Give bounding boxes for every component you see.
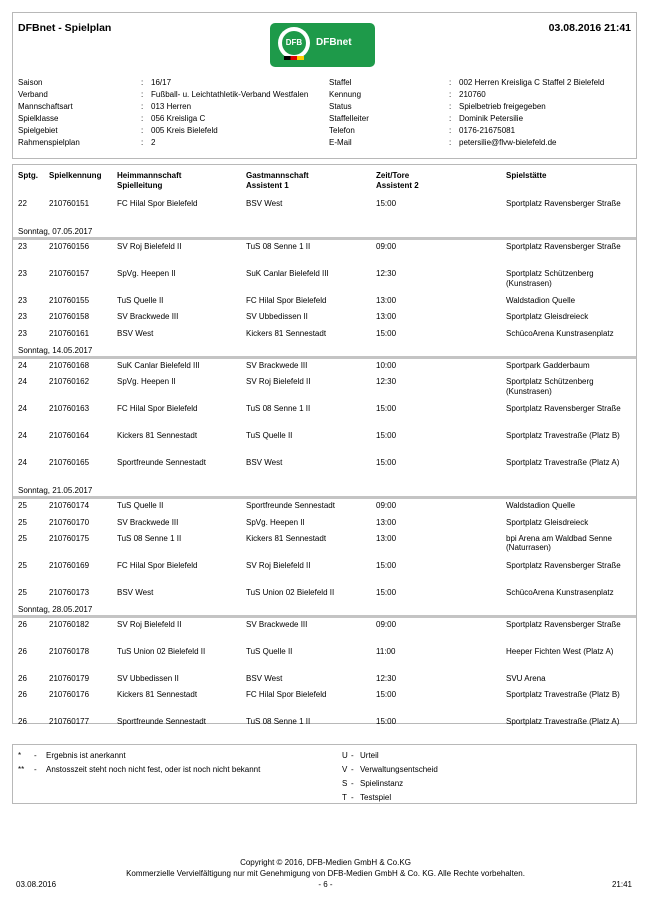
- cell-time: 15:00: [376, 690, 397, 700]
- cell-away: Kickers 81 Sennestadt: [246, 533, 327, 543]
- info-value: 0176-21675081: [459, 125, 516, 135]
- info-colon: :: [141, 125, 144, 135]
- cell-venue: SchücoArena Kunstrasenplatz: [506, 328, 614, 338]
- info-label: Verband: [18, 89, 48, 99]
- cell-sptg: 25: [18, 517, 27, 527]
- cell-kennung: 210760176: [49, 690, 90, 700]
- cell-home: TuS Quelle II: [117, 501, 164, 511]
- col-header-gast: [246, 171, 309, 191]
- cell-time: 13:00: [376, 312, 397, 322]
- cell-away: SV Ubbedissen II: [246, 312, 308, 322]
- legend-dash: -: [351, 793, 354, 802]
- legend-dash: -: [351, 779, 354, 788]
- legend-text: Anstosszeit steht noch nicht fest, oder ist noch nicht bekannt: [46, 765, 261, 774]
- info-colon: :: [449, 101, 452, 111]
- table-row: [13, 501, 636, 517]
- col-header-heim-line2: Spielleitung: [117, 181, 163, 190]
- table-row: [13, 269, 636, 295]
- cell-venue: Sportplatz Ravensberger Straße: [506, 620, 621, 630]
- group-separator: [13, 356, 636, 359]
- cell-kennung: 210760170: [49, 517, 90, 527]
- col-header-sptg: Sptg.: [18, 171, 38, 180]
- footer-notice: Kommerzielle Vervielfältigung nur mit Genehmigung von DFB-Medien GmbH & Co. KG. Alle Rechte vorbehalten.: [126, 869, 525, 878]
- cell-away: SV Roj Bielefeld II: [246, 560, 311, 570]
- cell-home: TuS 08 Senne 1 II: [117, 533, 182, 543]
- cell-time: 15:00: [376, 404, 397, 414]
- cell-venue: SchücoArena Kunstrasenplatz: [506, 587, 614, 597]
- cell-kennung: 210760179: [49, 674, 90, 684]
- legend-symbol: T: [342, 793, 347, 802]
- cell-home: FC Hilal Spor Bielefeld: [117, 199, 198, 208]
- cell-sptg: 26: [18, 647, 27, 657]
- info-value: 013 Herren: [151, 101, 192, 111]
- legend-symbol: V: [342, 765, 348, 774]
- cell-time: 09:00: [376, 501, 397, 511]
- table-row: [13, 561, 636, 587]
- cell-time: 13:00: [376, 517, 397, 527]
- cell-kennung: 210760157: [49, 269, 90, 278]
- cell-time: 12:30: [376, 674, 397, 684]
- cell-venue: bpi Arena am Waldbad Senne (Naturrasen): [506, 533, 612, 553]
- cell-home: FC Hilal Spor Bielefeld: [117, 560, 198, 570]
- cell-away: SuK Canlar Bielefeld III: [246, 269, 329, 278]
- cell-away: BSV West: [246, 674, 283, 684]
- cell-away: Sportfreunde Sennestadt: [246, 501, 335, 511]
- cell-sptg: 25: [18, 501, 27, 511]
- legend-text: Ergebnis ist anerkannt: [46, 751, 126, 760]
- flag-stripe: [284, 56, 304, 60]
- date-group-heading: Sonntag, 14.05.2017: [18, 345, 93, 355]
- cell-sptg: 24: [18, 360, 27, 370]
- legend-symbol: S: [342, 779, 348, 788]
- legend-dash: -: [34, 751, 37, 760]
- cell-sptg: 23: [18, 296, 27, 305]
- table-row: [13, 296, 636, 312]
- info-colon: :: [141, 137, 144, 147]
- group-separator: [13, 237, 636, 240]
- cell-time: 15:00: [376, 458, 397, 468]
- col-header-zeit-line1: Zeit/Tore: [376, 171, 410, 180]
- cell-sptg: 25: [18, 587, 27, 597]
- cell-away: BSV West: [246, 458, 283, 468]
- info-left-values: [151, 77, 308, 148]
- cell-home: Kickers 81 Sennestadt: [117, 690, 198, 700]
- footer-time: 21:41: [611, 880, 632, 889]
- col-header-zeit-line2: Assistent 2: [376, 181, 419, 190]
- cell-kennung: 210760174: [49, 501, 90, 511]
- cell-away: SpVg. Heepen II: [246, 517, 305, 527]
- cell-kennung: 210760151: [49, 199, 90, 208]
- cell-kennung: 210760158: [49, 312, 90, 322]
- legend-text: Spielinstanz: [360, 779, 404, 788]
- dfb-emblem-icon: DFB: [278, 27, 310, 59]
- legend-text: Urteil: [360, 751, 379, 760]
- cell-venue: Sportplatz Ravensberger Straße: [506, 199, 621, 208]
- cell-kennung: 210760177: [49, 717, 90, 727]
- cell-time: 10:00: [376, 360, 397, 370]
- cell-sptg: 24: [18, 377, 27, 387]
- info-value: 2: [151, 137, 156, 147]
- print-datetime: 03.08.2016 21:41: [548, 22, 631, 34]
- cell-away: Kickers 81 Sennestadt: [246, 328, 327, 338]
- cell-sptg: 24: [18, 458, 27, 468]
- cell-time: 13:00: [376, 533, 397, 543]
- group-separator: [13, 615, 636, 618]
- cell-home: Sportfreunde Sennestadt: [117, 458, 206, 468]
- cell-time: 15:00: [376, 717, 397, 727]
- logo-text: DFBnet: [316, 37, 352, 48]
- cell-time: 15:00: [376, 587, 397, 597]
- cell-time: 12:30: [376, 377, 397, 387]
- cell-time: 09:00: [376, 242, 397, 251]
- info-label: Spielklasse: [18, 113, 59, 123]
- cell-sptg: 22: [18, 199, 27, 208]
- cell-kennung: 210760161: [49, 328, 90, 338]
- table-row: [13, 312, 636, 328]
- cell-time: 15:00: [376, 431, 397, 441]
- table-row: [13, 404, 636, 430]
- table-row: [13, 199, 636, 225]
- cell-kennung: 210760182: [49, 620, 90, 630]
- table-row: [13, 377, 636, 403]
- date-group-heading: Sonntag, 07.05.2017: [18, 227, 93, 236]
- legend-symbol: U: [342, 751, 348, 760]
- cell-away: BSV West: [246, 199, 283, 208]
- cell-home: TuS Union 02 Bielefeld II: [117, 647, 206, 657]
- info-label: E-Mail: [329, 137, 352, 147]
- cell-sptg: 24: [18, 404, 27, 414]
- cell-home: FC Hilal Spor Bielefeld: [117, 404, 198, 414]
- col-header-staette: Spielstätte: [506, 171, 547, 180]
- table-row: [13, 647, 636, 673]
- cell-venue: Sportplatz Ravensberger Straße: [506, 560, 621, 570]
- cell-sptg: 26: [18, 690, 27, 700]
- cell-home: Sportfreunde Sennestadt: [117, 717, 206, 727]
- cell-sptg: 23: [18, 242, 27, 251]
- cell-home: SV Brackwede III: [117, 517, 179, 527]
- cell-home: SpVg. Heepen II: [117, 269, 176, 278]
- cell-venue: Waldstadion Quelle: [506, 296, 576, 305]
- info-colon: :: [141, 113, 144, 123]
- cell-kennung: 210760164: [49, 431, 90, 441]
- info-right-labels: [329, 77, 369, 148]
- cell-away: TuS Union 02 Bielefeld II: [246, 587, 335, 597]
- info-colon: :: [449, 113, 452, 123]
- cell-venue: Sportplatz Schützenberg (Kunstrasen): [506, 377, 594, 396]
- cell-venue: Heeper Fichten West (Platz A): [506, 647, 614, 657]
- table-row: [13, 690, 636, 716]
- table-row: [13, 674, 636, 690]
- cell-kennung: 210760155: [49, 296, 90, 305]
- info-colon: :: [449, 78, 452, 87]
- schedule-table: [12, 164, 637, 727]
- col-header-gast-line2: Assistent 1: [246, 181, 289, 190]
- info-left-labels: [18, 77, 80, 148]
- info-colon: :: [449, 137, 452, 147]
- info-value: Fußball- u. Leichtathletik-Verband Westfalen: [151, 89, 309, 99]
- info-colon: :: [141, 78, 144, 87]
- info-value: Spielbetrieb freigegeben: [459, 101, 546, 111]
- cell-kennung: 210760169: [49, 560, 90, 570]
- cell-time: 09:00: [376, 620, 397, 630]
- table-row: [13, 620, 636, 646]
- cell-sptg: 26: [18, 674, 27, 684]
- page-title: DFBnet - Spielplan: [18, 22, 112, 34]
- legend-symbol: **: [18, 765, 25, 774]
- date-group-heading: Sonntag, 28.05.2017: [18, 605, 93, 615]
- cell-kennung: 210760168: [49, 360, 90, 370]
- group-separator: [13, 496, 636, 499]
- cell-home: SV Brackwede III: [117, 312, 179, 322]
- cell-kennung: 210760173: [49, 587, 90, 597]
- legend-dash: -: [351, 765, 354, 774]
- cell-away: TuS 08 Senne 1 II: [246, 242, 311, 251]
- info-label: Spielgebiet: [18, 125, 58, 135]
- cell-sptg: 23: [18, 269, 27, 278]
- col-header-gast-line1: Gastmannschaft: [246, 171, 309, 180]
- cell-away: TuS Quelle II: [246, 647, 293, 657]
- legend-dash: -: [34, 765, 37, 774]
- info-value: 002 Herren Kreisliga C Staffel 2 Bielefeld: [459, 78, 605, 87]
- table-row: [13, 329, 636, 345]
- cell-sptg: 25: [18, 533, 27, 543]
- cell-home: BSV West: [117, 328, 154, 338]
- cell-away: TuS Quelle II: [246, 431, 293, 441]
- footer-copyright: Copyright © 2016, DFB-Medien GmbH & Co.KG: [240, 858, 411, 867]
- cell-venue: Sportplatz Ravensberger Straße: [506, 242, 621, 251]
- cell-away: TuS 08 Senne 1 II: [246, 717, 311, 727]
- cell-sptg: 23: [18, 312, 27, 322]
- info-label: Rahmenspielplan: [18, 137, 80, 147]
- cell-venue: Sportplatz Travestraße (Platz B): [506, 690, 620, 700]
- cell-time: 15:00: [376, 328, 397, 338]
- cell-home: SuK Canlar Bielefeld III: [117, 360, 200, 370]
- cell-home: SV Roj Bielefeld II: [117, 242, 182, 251]
- cell-kennung: 210760163: [49, 404, 90, 414]
- cell-away: TuS 08 Senne 1 II: [246, 404, 311, 414]
- date-group-heading: Sonntag, 21.05.2017: [18, 486, 93, 496]
- info-label: Staffel: [329, 78, 352, 87]
- legend-text: Testspiel: [360, 793, 392, 802]
- cell-home: Kickers 81 Sennestadt: [117, 431, 198, 441]
- info-label: Staffelleiter: [329, 113, 369, 123]
- cell-venue: SVU Arena: [506, 674, 546, 684]
- cell-venue: Sportplatz Travestraße (Platz B): [506, 431, 620, 441]
- cell-venue: Sportplatz Gleisdreieck: [506, 517, 589, 527]
- legend-symbol: *: [18, 751, 22, 760]
- cell-time: 15:00: [376, 199, 397, 208]
- legend-panel: [12, 744, 637, 804]
- cell-venue: Waldstadion Quelle: [506, 501, 576, 511]
- cell-away: SV Brackwede III: [246, 360, 308, 370]
- table-row: [13, 458, 636, 484]
- cell-time: 13:00: [376, 296, 397, 305]
- info-label: Saison: [18, 78, 43, 87]
- info-left-colons: [141, 77, 143, 148]
- table-row: [13, 518, 636, 534]
- cell-away: SV Brackwede III: [246, 620, 308, 630]
- cell-sptg: 26: [18, 717, 27, 727]
- cell-home: BSV West: [117, 587, 154, 597]
- dfbnet-logo: [270, 23, 375, 67]
- info-colon: :: [449, 89, 452, 99]
- cell-kennung: 210760165: [49, 458, 90, 468]
- legend-dash: -: [351, 751, 354, 760]
- info-value: 056 Kreisliga C: [151, 113, 206, 123]
- info-value: petersilie@flvw-bielefeld.de: [459, 137, 557, 147]
- col-header-kennung: Spielkennung: [49, 171, 102, 180]
- cell-away: FC Hilal Spor Bielefeld: [246, 690, 327, 700]
- cell-venue: Sportplatz Schützenberg (Kunstrasen): [506, 269, 594, 288]
- cell-sptg: 25: [18, 560, 27, 570]
- footer-page: - 6 -: [318, 880, 333, 889]
- info-colon: :: [141, 101, 144, 111]
- info-label: Telefon: [329, 125, 355, 135]
- info-right-colons: [449, 77, 451, 148]
- info-colon: :: [449, 125, 452, 135]
- cell-sptg: 26: [18, 620, 27, 630]
- table-row: [13, 717, 636, 743]
- cell-venue: Sportplatz Travestraße (Platz A): [506, 717, 620, 727]
- cell-kennung: 210760162: [49, 377, 90, 387]
- header-panel: [12, 12, 637, 159]
- cell-away: SV Roj Bielefeld II: [246, 377, 311, 387]
- info-label: Kennung: [329, 89, 362, 99]
- info-right-values: [459, 77, 604, 148]
- table-row: [13, 588, 636, 604]
- cell-venue: Sportpark Gadderbaum: [506, 360, 590, 370]
- info-value: 210760: [459, 89, 486, 99]
- table-row: [13, 242, 636, 268]
- info-label: Status: [329, 101, 352, 111]
- info-value: 16/17: [151, 78, 172, 87]
- cell-home: SpVg. Heepen II: [117, 377, 176, 387]
- cell-venue: Sportplatz Gleisdreieck: [506, 312, 589, 322]
- info-colon: :: [141, 89, 144, 99]
- cell-time: 15:00: [376, 560, 397, 570]
- cell-venue: Sportplatz Ravensberger Straße: [506, 404, 621, 414]
- cell-kennung: 210760156: [49, 242, 90, 251]
- col-header-heim-line1: Heimmannschaft: [117, 171, 182, 180]
- cell-time: 11:00: [376, 647, 396, 657]
- col-header-zeit: [376, 171, 419, 191]
- table-row: [13, 534, 636, 560]
- info-label: Mannschaftsart: [18, 101, 73, 111]
- legend-text: Verwaltungsentscheid: [360, 765, 438, 774]
- cell-home: TuS Quelle II: [117, 296, 164, 305]
- cell-home: SV Roj Bielefeld II: [117, 620, 182, 630]
- info-value: Dominik Petersilie: [459, 113, 524, 123]
- cell-sptg: 23: [18, 328, 27, 338]
- info-value: 005 Kreis Bielefeld: [151, 125, 218, 135]
- col-header-heim: [117, 171, 181, 191]
- cell-kennung: 210760175: [49, 533, 90, 543]
- table-row: [13, 361, 636, 377]
- table-row: [13, 431, 636, 457]
- cell-sptg: 24: [18, 431, 27, 441]
- cell-away: FC Hilal Spor Bielefeld: [246, 296, 327, 305]
- cell-home: SV Ubbedissen II: [117, 674, 179, 684]
- cell-time: 12:30: [376, 269, 397, 278]
- footer-date: 03.08.2016: [16, 880, 57, 889]
- cell-venue: Sportplatz Travestraße (Platz A): [506, 458, 620, 468]
- cell-kennung: 210760178: [49, 647, 90, 657]
